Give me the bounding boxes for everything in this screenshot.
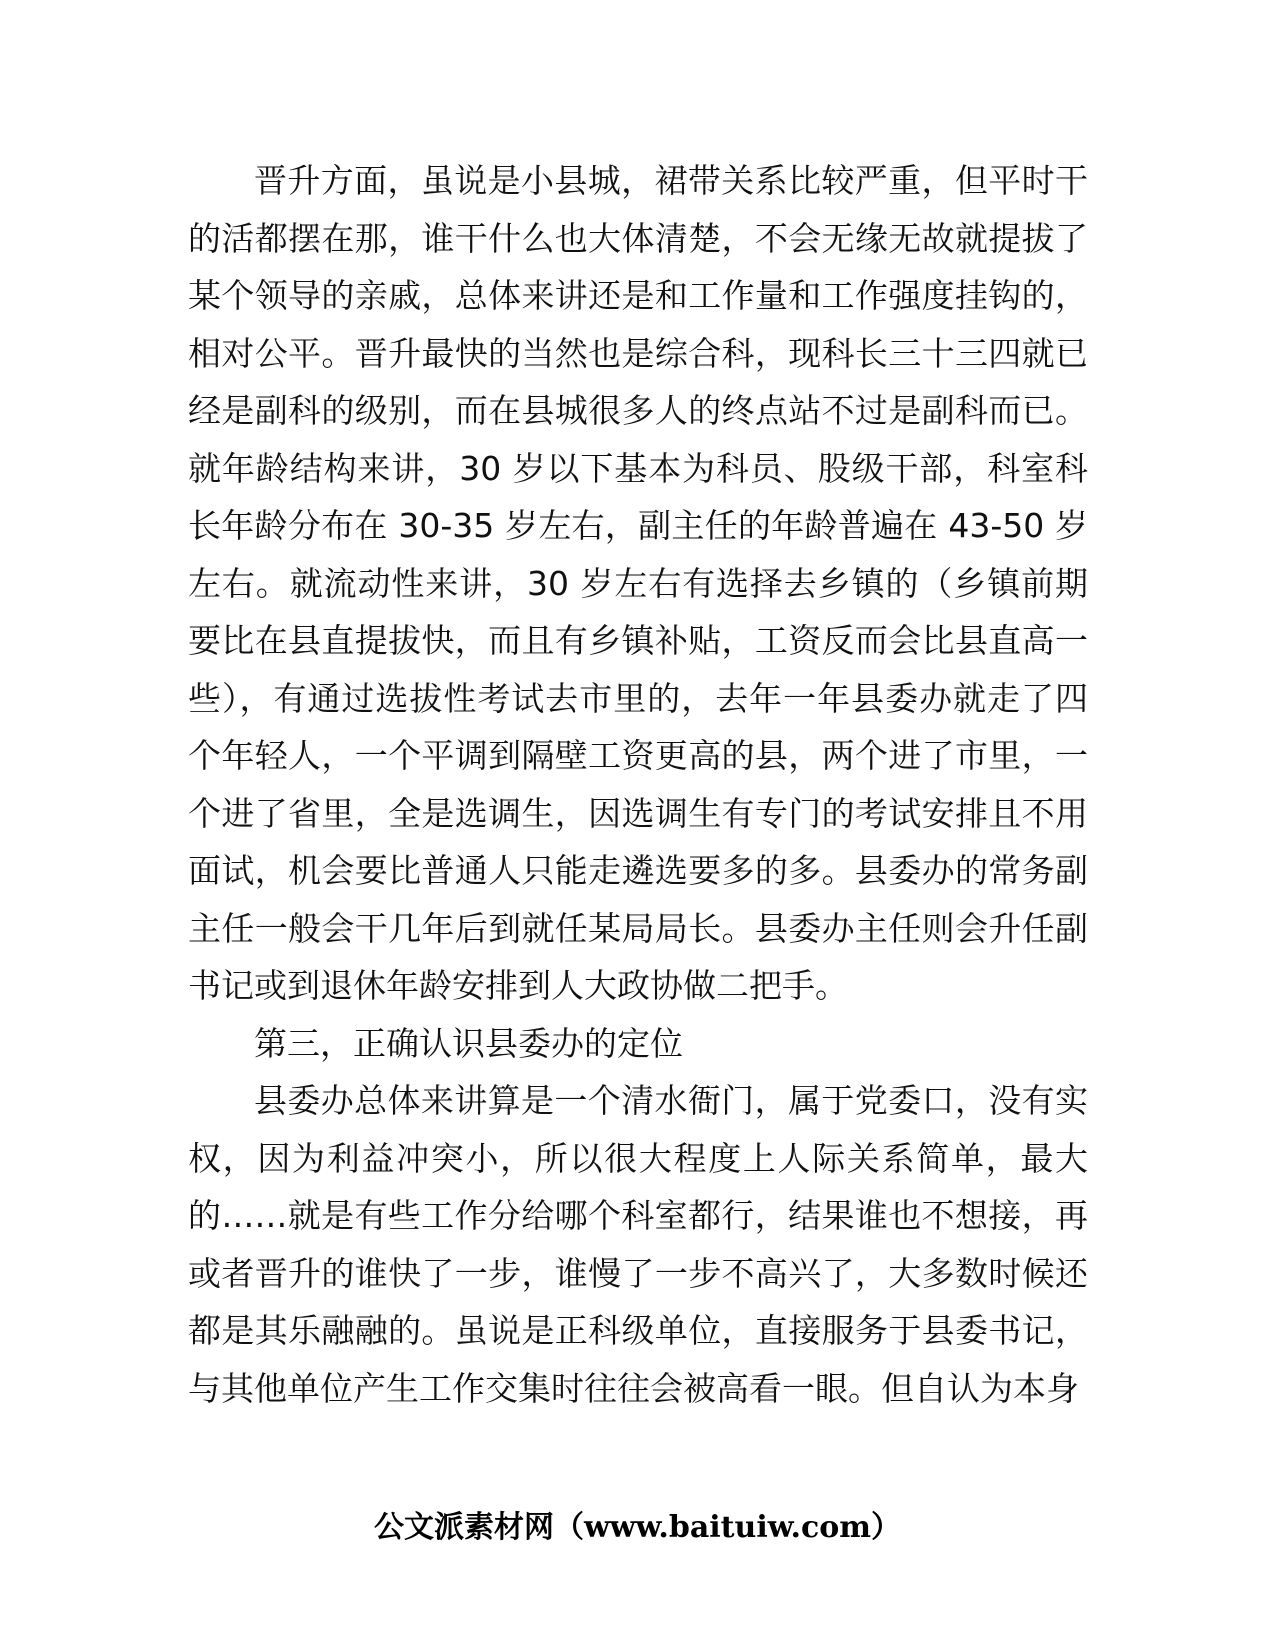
paragraph-positioning: 县委办总体来讲算是一个清水衙门，属于党委口，没有实权，因为利益冲突小，所以很大程度上人际关系简单，最大的……就是有些工作分给哪个科室都行，结果谁也不想接，再或者晋升的谁快了一步，谁慢了一步不高兴了，大多数时候还都是其乐融融的。虽说是正科级单位，直接服务于县委书记，与其他单位产生工作交集时往往会被高看一眼。但自认为本身 (188, 1081, 1088, 1408)
paragraph-promotion: 晋升方面，虽说是小县城，裙带关系比较严重，但平时干的活都摆在那，谁干什么也大体清楚，不会无缘无故就提拔了某个领导的亲戚，总体来讲还是和工作量和工作强度挂钩的，相对公平。晋升最快的当然也是综合科，现科长三十三四就已经是副科的级别，而在县城很多人的终点站不过是副科而已。就年龄结构来讲，30 岁以下基本为科员、股级干部，科室科长年龄分布在 30-35 岁左右，副主任的年龄普遍在 43-50 岁左右。就流动性来讲，30 岁左右有选择去乡镇的（乡镇前期要比在县直提拔快，而且有乡镇补贴，工资反而会比县直高一些），有通过选拔性考试去市里的，去年一年县委办就走了四个年轻人，一个平调到隔壁工资更高的县，两个进了市里，一个进了省里，全是选调生，因选调生有专门的考试安排且不用面试，机会要比普通人只能走遴选要多的多。县委办的常务副主任一般会干几年后到就任某局局长。县委办主任则会升任副书记或到退休年龄安排到人大政协做二把手。 (188, 161, 1088, 1005)
section-heading: 第三，正确认识县委办的定位 (254, 1023, 683, 1063)
document-body (188, 152, 1088, 1417)
footer-watermark: 公文派素材网（www.baituiw.com） (373, 1510, 902, 1545)
